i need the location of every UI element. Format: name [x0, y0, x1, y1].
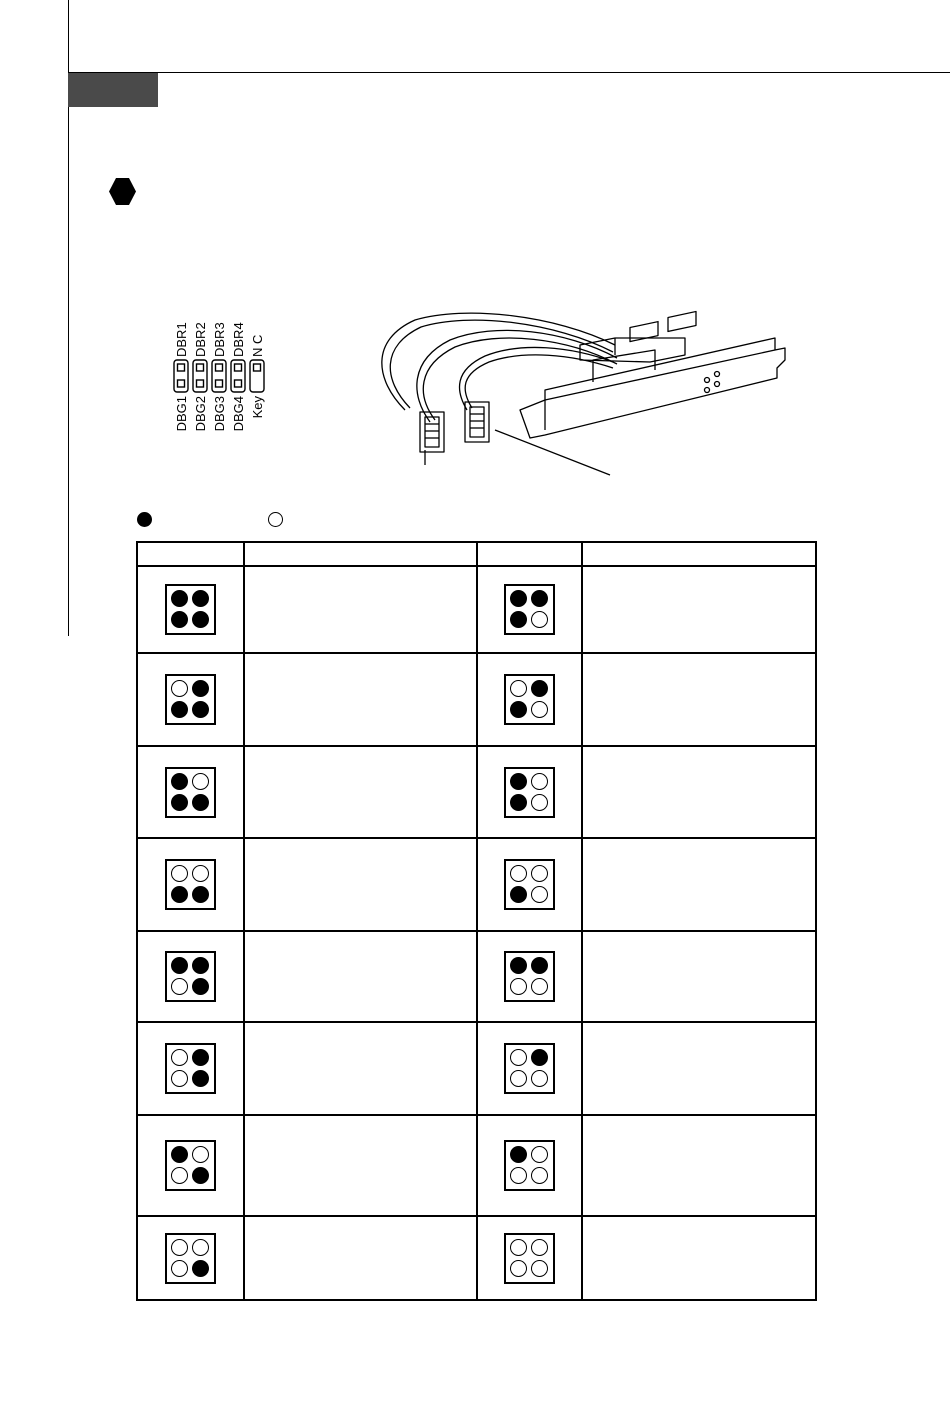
description-cell	[582, 838, 816, 931]
led-on-icon	[171, 590, 188, 607]
led-off-icon	[171, 1167, 188, 1184]
led-on-icon	[510, 886, 527, 903]
led-pattern-box	[504, 1233, 555, 1284]
debug-led-table	[136, 541, 817, 1301]
pin-label-bottom: Key	[250, 396, 265, 419]
led-on-icon	[171, 773, 188, 790]
led-on-icon	[192, 611, 209, 628]
led-pattern-box	[504, 767, 555, 818]
led-pattern-box	[165, 584, 216, 635]
led-pattern-box	[165, 1233, 216, 1284]
led-pattern-box	[165, 767, 216, 818]
pin-label-top: DBR4	[231, 322, 246, 357]
bracket-led	[715, 382, 720, 387]
led-pattern-box	[165, 674, 216, 725]
led-pattern-cell	[137, 653, 244, 746]
led-pattern-box	[504, 1140, 555, 1191]
led-off-icon	[192, 1146, 209, 1163]
description-cell	[582, 931, 816, 1022]
led-off-icon	[171, 1239, 188, 1256]
pin-dbg3	[216, 380, 223, 387]
table-row	[137, 1115, 816, 1216]
pin-column-5-outline	[250, 360, 264, 392]
led-on-icon	[510, 773, 527, 790]
led-off-icon	[510, 1260, 527, 1277]
table-row	[137, 746, 816, 838]
page-header-rule	[68, 72, 950, 73]
header-cell	[244, 542, 477, 566]
led-pattern-cell	[477, 931, 582, 1022]
led-on-icon	[192, 680, 209, 697]
led-pattern-cell	[477, 1216, 582, 1300]
table-row	[137, 1216, 816, 1300]
led-on-icon	[192, 957, 209, 974]
led-off-icon	[510, 978, 527, 995]
header-cell	[477, 542, 582, 566]
led-pattern-cell	[137, 746, 244, 838]
led-pattern-box	[504, 1043, 555, 1094]
description-cell	[244, 931, 477, 1022]
leader-line-b	[495, 430, 610, 475]
led-on-icon	[510, 1146, 527, 1163]
led-off-icon	[531, 978, 548, 995]
description-cell	[582, 1022, 816, 1115]
led-pattern-cell	[137, 1115, 244, 1216]
led-off-icon	[531, 865, 548, 882]
header-cell	[137, 542, 244, 566]
led-on-icon	[531, 1049, 548, 1066]
bracket-led	[715, 372, 720, 377]
led-pattern-cell	[477, 1115, 582, 1216]
led-off-icon	[510, 1239, 527, 1256]
usb-port-2	[668, 312, 696, 332]
led-off-icon	[531, 611, 548, 628]
led-off-icon	[171, 978, 188, 995]
led-off-icon	[510, 680, 527, 697]
led-off-icon	[171, 865, 188, 882]
connector-b	[465, 402, 489, 442]
pin-nc	[254, 364, 261, 371]
table-header-row	[137, 542, 816, 566]
pin-dbr3	[216, 364, 223, 371]
led-on-icon	[192, 794, 209, 811]
led-on-icon	[510, 701, 527, 718]
cable-mid-inner	[423, 338, 617, 420]
led-on-icon	[171, 957, 188, 974]
led-off-icon	[510, 1049, 527, 1066]
pin-dbg4	[235, 380, 242, 387]
led-on-icon	[171, 701, 188, 718]
table-row	[137, 566, 816, 653]
led-on-icon	[171, 1146, 188, 1163]
led-off-icon	[531, 1260, 548, 1277]
led-pattern-box	[165, 1043, 216, 1094]
led-on-icon	[510, 590, 527, 607]
led-off-icon	[192, 865, 209, 882]
led-on-icon	[192, 886, 209, 903]
led-pattern-box	[165, 859, 216, 910]
description-cell	[244, 653, 477, 746]
table-row	[137, 1022, 816, 1115]
pin-label-top: DBR1	[174, 322, 189, 357]
led-pattern-cell	[137, 566, 244, 653]
pin-label-bottom: DBG2	[193, 396, 208, 432]
led-off-icon	[531, 794, 548, 811]
led-on-icon	[510, 611, 527, 628]
bracket-led	[705, 378, 710, 383]
pin-dbr1	[178, 364, 185, 371]
pin-dbg1	[178, 380, 185, 387]
chapter-tab	[68, 73, 158, 107]
cable-right	[460, 347, 613, 410]
d-led-pin-header-diagram	[160, 314, 280, 444]
led-pattern-cell	[137, 931, 244, 1022]
table-row	[137, 653, 816, 746]
description-cell	[582, 746, 816, 838]
description-cell	[244, 566, 477, 653]
pin-dbr2	[197, 364, 204, 371]
led-off-icon	[171, 1260, 188, 1277]
led-pattern-cell	[137, 1216, 244, 1300]
led-on-icon	[531, 680, 548, 697]
cable-upper-left	[382, 313, 615, 410]
pin-dbr4	[235, 364, 242, 371]
pin-label-top: DBR2	[193, 322, 208, 357]
led-off-icon	[510, 1070, 527, 1087]
led-on-icon	[171, 611, 188, 628]
description-cell	[244, 1022, 477, 1115]
table-row	[137, 838, 816, 931]
usb-dled-bracket-illustration	[355, 300, 810, 490]
led-on-icon	[531, 957, 548, 974]
led-off-icon	[531, 773, 548, 790]
led-off-icon	[531, 701, 548, 718]
led-pattern-box	[165, 951, 216, 1002]
led-pattern-box	[504, 951, 555, 1002]
led-on-icon	[192, 1167, 209, 1184]
description-cell	[582, 1216, 816, 1300]
led-off-icon	[510, 1167, 527, 1184]
description-cell	[582, 566, 816, 653]
led-pattern-box	[165, 1140, 216, 1191]
connector-b-inner	[470, 407, 484, 437]
led-off-icon	[192, 1239, 209, 1256]
led-pattern-cell	[137, 1022, 244, 1115]
pin-label-top: DBR3	[212, 322, 227, 357]
cable-right-inner	[465, 355, 613, 408]
led-pattern-cell	[477, 566, 582, 653]
led-off-icon	[192, 773, 209, 790]
description-cell	[244, 838, 477, 931]
header-cell	[582, 542, 816, 566]
led-off-icon	[531, 1146, 548, 1163]
connector-a	[420, 412, 444, 452]
hexagon-bullet-icon	[108, 177, 137, 206]
led-on-icon	[192, 1260, 209, 1277]
led-on-icon	[192, 590, 209, 607]
led-off-icon	[171, 1070, 188, 1087]
led-pattern-cell	[477, 653, 582, 746]
pin-label-bottom: DBG3	[212, 396, 227, 432]
led-off-icon	[531, 886, 548, 903]
led-off-icon	[510, 865, 527, 882]
led-on-icon	[510, 957, 527, 974]
led-on-icon	[171, 886, 188, 903]
led-on-icon	[192, 978, 209, 995]
led-pattern-box	[504, 584, 555, 635]
led-on-icon	[192, 701, 209, 718]
led-on-icon	[510, 794, 527, 811]
description-cell	[244, 746, 477, 838]
led-pattern-cell	[137, 838, 244, 931]
table-row	[137, 931, 816, 1022]
led-on-icon	[531, 590, 548, 607]
led-on-icon	[192, 1070, 209, 1087]
led-off-icon	[531, 1070, 548, 1087]
led-pattern-cell	[477, 746, 582, 838]
led-off-icon	[171, 680, 188, 697]
pin-label-bottom: DBG1	[174, 396, 189, 432]
description-cell	[582, 653, 816, 746]
description-cell	[582, 1115, 816, 1216]
led-pattern-cell	[477, 838, 582, 931]
description-cell	[244, 1115, 477, 1216]
connector-a-inner	[425, 417, 439, 447]
description-cell	[244, 1216, 477, 1300]
led-pattern-box	[504, 674, 555, 725]
led-off-icon	[171, 1049, 188, 1066]
led-on-icon	[171, 794, 188, 811]
led-on-icon	[192, 1049, 209, 1066]
bracket-plate	[520, 338, 785, 438]
led-pattern-cell	[477, 1022, 582, 1115]
pin-dbg2	[197, 380, 204, 387]
bracket-led	[705, 388, 710, 393]
legend-off-icon	[268, 512, 283, 527]
led-off-icon	[531, 1167, 548, 1184]
pin-label-top: N C	[250, 334, 265, 357]
pin-label-bottom: DBG4	[231, 396, 246, 432]
led-pattern-box	[504, 859, 555, 910]
led-off-icon	[531, 1239, 548, 1256]
legend-on-icon	[137, 512, 152, 527]
